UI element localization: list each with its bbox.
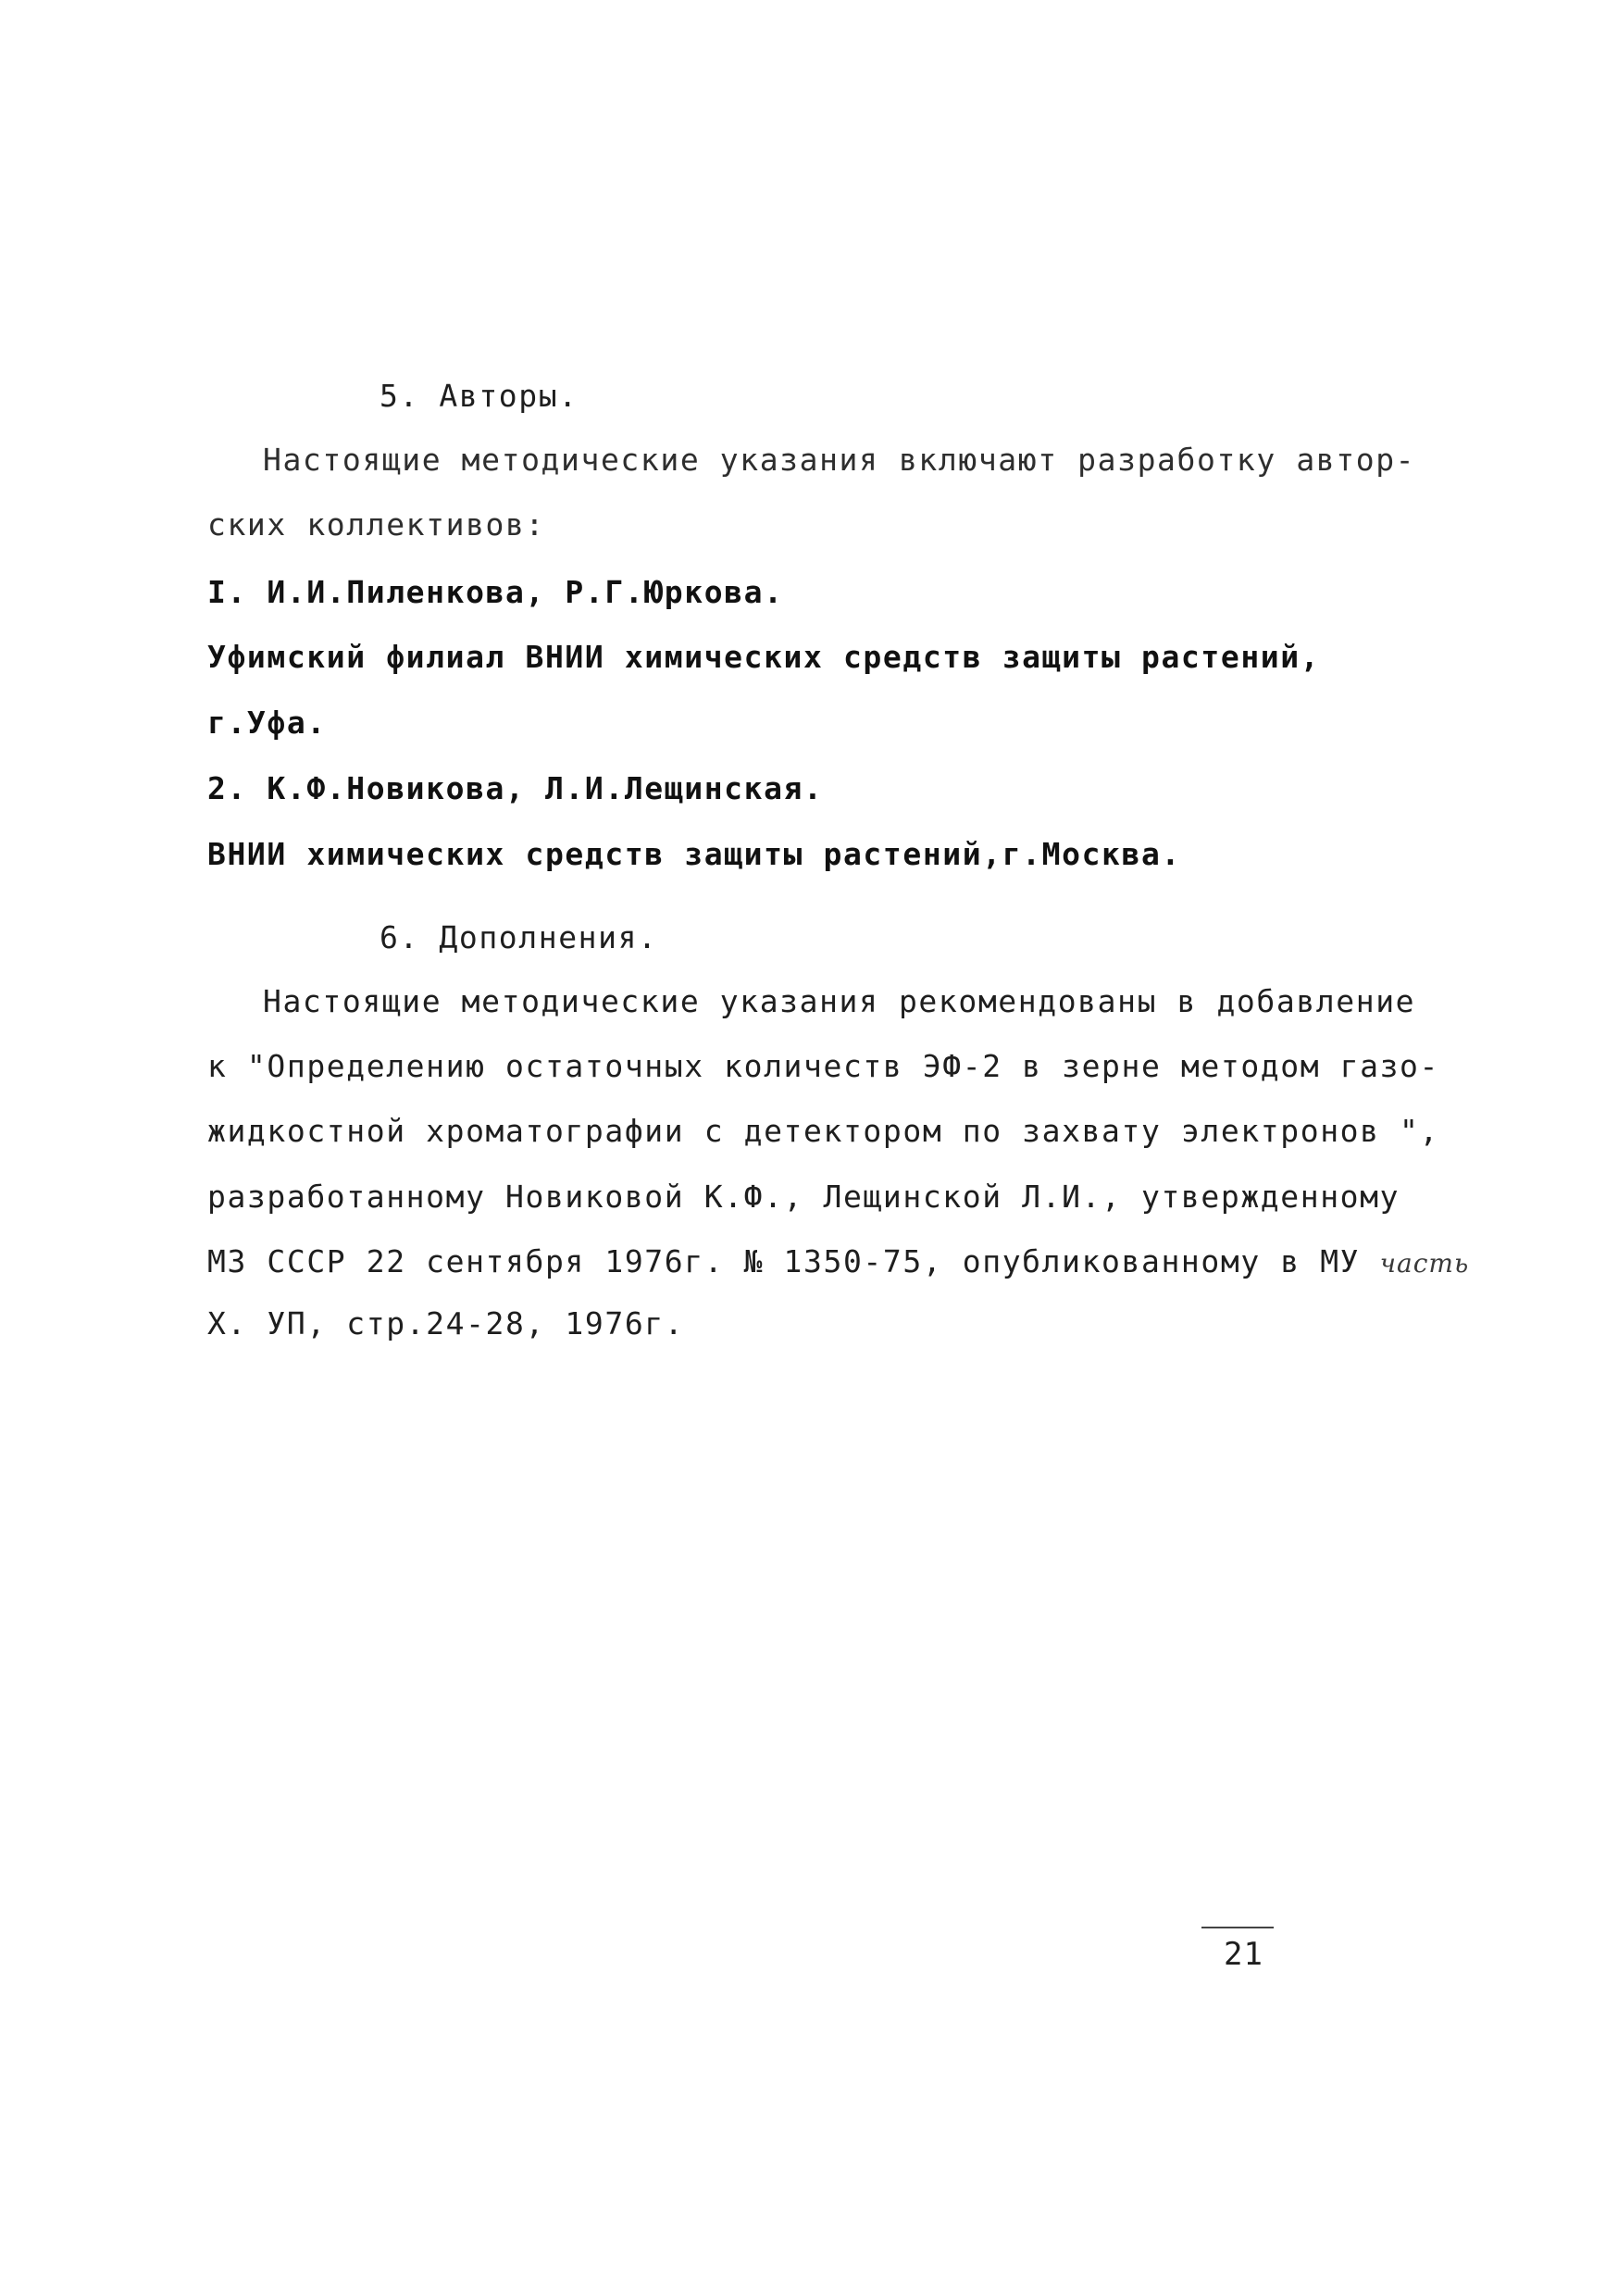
- author-1-organization-line-1: Уфимский филиал ВНИИ химических средств защиты растений,: [207, 639, 1321, 675]
- section-6-line-5: [207, 1243, 1470, 1279]
- author-2-names: 2. К.Ф.Новикова, Л.И.Лещинская.: [207, 770, 824, 806]
- page-number: 21: [1224, 1936, 1263, 1973]
- author-1-organization-line-2: г.Уфа.: [207, 705, 327, 741]
- section-6-line-4: разработанному Новиковой К.Ф., Лещинской Л.И., утвержденному: [207, 1179, 1400, 1215]
- section-5-intro-line-2: ских коллективов:: [207, 506, 545, 543]
- section-6-line-3: жидкостной хроматографии с детектором по захвату электронов ",: [207, 1113, 1439, 1149]
- author-1-names: I. И.И.Пиленкова, Р.Г.Юркова.: [207, 574, 784, 610]
- section-5-heading: 5. Авторы.: [380, 378, 579, 414]
- section-6-line-1: Настоящие методические указания рекомендованы в добавление: [263, 983, 1416, 1019]
- handwritten-annotation: часть: [1379, 1248, 1470, 1279]
- section-5-intro-line-1: Настоящие методические указания включают разработку автор-: [263, 442, 1416, 478]
- author-2-organization: ВНИИ химических средств защиты растений,г.Москва.: [207, 836, 1181, 872]
- section-6-line-5-text: МЗ СССР 22 сентября 1976г. № 1350-75, опубликованному в МУ: [207, 1243, 1361, 1279]
- section-6-line-2: к "Определению остаточных количеств ЭФ-2 в зерне методом газо-: [207, 1048, 1439, 1084]
- section-6-line-6: Х. УП, стр.24-28, 1976г.: [207, 1305, 685, 1341]
- section-6-heading: 6. Дополнения.: [380, 919, 658, 955]
- page-number-rule: [1201, 1927, 1274, 1928]
